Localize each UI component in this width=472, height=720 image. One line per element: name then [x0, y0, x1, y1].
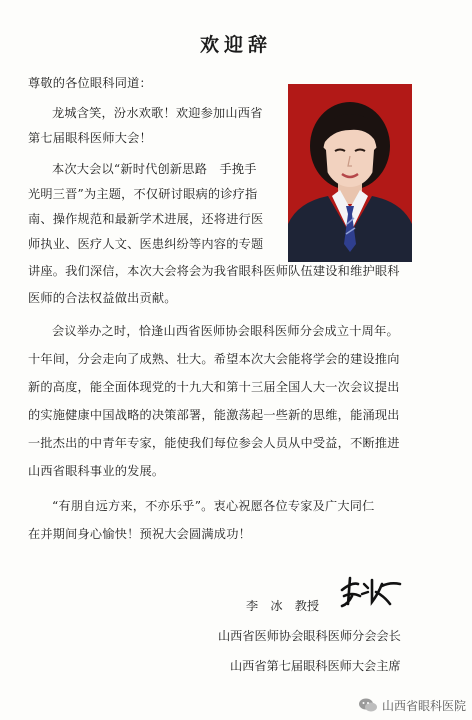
- handwritten-signature: [338, 574, 404, 608]
- paragraph-line: 光明三晋”为主题，不仅研讨眼病的诊疗指: [28, 187, 258, 201]
- paragraph-line: 一批杰出的中青年专家，能使我们每位参会人员从中受益，不断推进: [28, 436, 400, 450]
- paragraph-line: 第七届眼科医师大会！: [28, 131, 152, 145]
- wechat-icon: [358, 697, 378, 713]
- salutation: 尊敬的各位眼科同道：: [28, 76, 152, 90]
- paragraph-line: 南、操作规范和最新学术进展，还将进行医: [28, 212, 264, 226]
- paragraph-line: “有朋自远方来，不亦乐乎”。衷心祝愿各位专家及广大同仁: [52, 499, 375, 513]
- paragraph-line: 会议举办之时，恰逢山西省医师协会眼科医师分会成立十周年。: [52, 324, 399, 338]
- paragraph-line: 山西省眼科事业的发展。: [28, 464, 165, 478]
- author-role-1: 山西省医师协会眼科医师分会会长: [218, 629, 401, 643]
- paragraph-line: 的实施健康中国战略的决策部署，能激荡起一些新的思维，能涌现出: [28, 408, 400, 422]
- author-name: 李 冰 教授: [246, 599, 320, 613]
- watermark-text: 山西省眼科医院: [381, 698, 466, 713]
- portrait-illustration: [288, 84, 412, 262]
- paragraph-line: 龙城含笑，汾水欢歌！欢迎参加山西省: [52, 106, 263, 120]
- paragraph-line: 讲座。我们深信，本次大会将会为我省眼科医师队伍建设和维护眼科: [28, 264, 400, 278]
- paragraph-line: 师执业、医疗人文、医患纠纷等内容的专题: [28, 237, 264, 251]
- paragraph-line: 新的高度，能全面体现党的十九大和第十三届全国人大一次会议提出: [28, 380, 400, 394]
- paragraph-line: 十年间，分会走向了成熟、壮大。希望本次大会能将学会的建设推向: [28, 352, 400, 366]
- portrait-photo: [288, 84, 412, 262]
- wechat-watermark: [358, 694, 466, 716]
- author-role-2: 山西省第七届眼科医师大会主席: [230, 659, 401, 673]
- signature-drawing: [338, 574, 404, 608]
- paragraph-line: 本次大会以“新时代创新思路 手挽手: [52, 162, 257, 176]
- paragraph-line: 在并期间身心愉快！预祝大会圆满成功！: [28, 527, 251, 541]
- page-title: 欢迎辞: [199, 34, 272, 56]
- paragraph-line: 医师的合法权益做出贡献。: [28, 291, 177, 305]
